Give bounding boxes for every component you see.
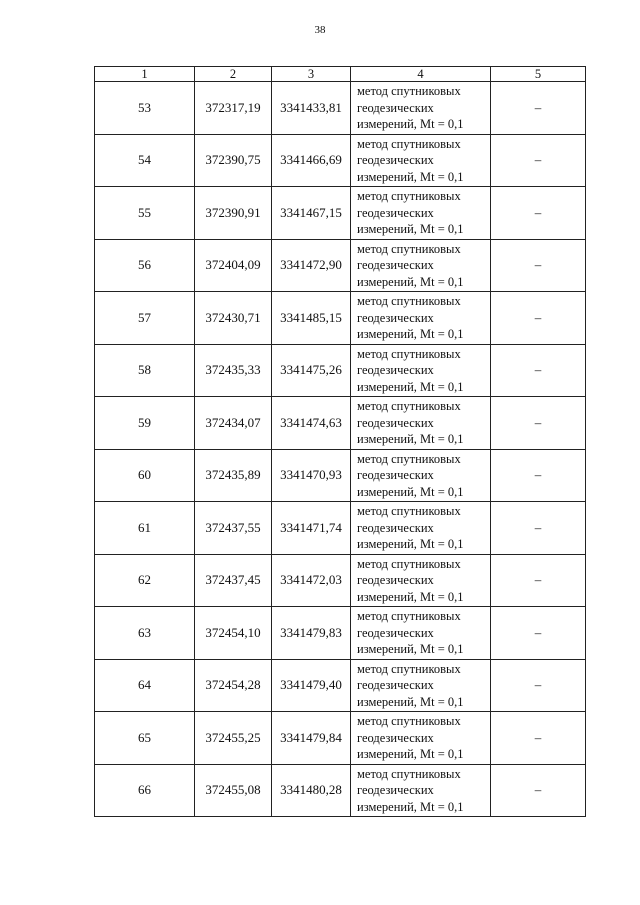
y-coordinate-cell: 3341472,03: [272, 554, 351, 607]
note-cell: –: [491, 502, 586, 555]
x-coordinate-cell: 372435,89: [195, 449, 272, 502]
table-body: [95, 67, 586, 817]
method-cell: [351, 344, 491, 397]
x-coordinate-cell: 372430,71: [195, 292, 272, 345]
x-coordinate-cell: 372404,09: [195, 239, 272, 292]
method-cell: [351, 187, 491, 240]
y-coordinate-cell: 3341475,26: [272, 344, 351, 397]
header-cell-5: 5: [491, 67, 586, 82]
point-number-cell: 65: [95, 712, 195, 765]
method-line: геодезических: [357, 100, 434, 115]
method-line: метод спутниковых: [357, 451, 461, 466]
method-line: метод спутниковых: [357, 189, 461, 203]
method-cell: [351, 449, 491, 502]
y-coordinate-cell: 3341466,69: [272, 134, 351, 187]
x-coordinate-cell: 372455,25: [195, 712, 272, 765]
x-coordinate-cell: 372434,07: [195, 397, 272, 450]
note-cell: –: [491, 764, 586, 817]
method-line: измерений, Mt = 0,1: [357, 274, 464, 289]
method-line: метод спутниковых: [357, 84, 461, 98]
point-number-cell: 58: [95, 344, 195, 397]
point-number-cell: 59: [95, 397, 195, 450]
table-row: [95, 344, 586, 397]
y-coordinate-cell: 3341479,83: [272, 607, 351, 660]
point-number-cell: 62: [95, 554, 195, 607]
point-number-cell: 54: [95, 134, 195, 187]
method-cell: [351, 554, 491, 607]
y-coordinate-cell: 3341480,28: [272, 764, 351, 817]
table-row: [95, 82, 586, 135]
method-line: измерений, Mt = 0,1: [357, 799, 464, 814]
note-cell: –: [491, 134, 586, 187]
method-line: геодезических: [357, 625, 434, 640]
method-cell: [351, 712, 491, 765]
method-line: геодезических: [357, 573, 434, 587]
y-coordinate-cell: 3341479,40: [272, 659, 351, 712]
table-row: [95, 449, 586, 502]
table-row: [95, 554, 586, 607]
method-line: измерений, Mt = 0,1: [357, 379, 464, 394]
table-row: [95, 712, 586, 765]
method-line: метод спутниковых: [357, 661, 461, 676]
method-line: метод спутниковых: [357, 136, 461, 151]
note-cell: –: [491, 187, 586, 240]
header-cell-2: 2: [195, 67, 272, 82]
coordinates-table: [94, 66, 586, 817]
method-line: измерений, Mt = 0,1: [357, 222, 464, 236]
y-coordinate-cell: 3341433,81: [272, 82, 351, 135]
method-line: геодезических: [357, 258, 434, 272]
point-number-cell: 56: [95, 239, 195, 292]
method-line: геодезических: [357, 153, 434, 167]
note-cell: –: [491, 292, 586, 345]
page-number: 38: [314, 24, 326, 36]
method-line: геодезических: [357, 468, 434, 482]
method-line: геодезических: [357, 205, 434, 220]
method-line: измерений, Mt = 0,1: [357, 327, 464, 341]
table-row: [95, 607, 586, 660]
method-cell: [351, 82, 491, 135]
y-coordinate-cell: 3341470,93: [272, 449, 351, 502]
point-number-cell: 57: [95, 292, 195, 345]
method-line: метод спутниковых: [357, 241, 461, 256]
method-line: измерений, Mt = 0,1: [357, 484, 464, 499]
method-line: метод спутниковых: [357, 504, 461, 518]
method-line: геодезических: [357, 363, 434, 377]
table-header-row: [95, 67, 586, 82]
x-coordinate-cell: 372390,91: [195, 187, 272, 240]
x-coordinate-cell: 372390,75: [195, 134, 272, 187]
point-number-cell: 66: [95, 764, 195, 817]
x-coordinate-cell: 372454,10: [195, 607, 272, 660]
table-row: [95, 764, 586, 817]
method-line: измерений, Mt = 0,1: [357, 169, 464, 184]
method-cell: [351, 607, 491, 660]
point-number-cell: 64: [95, 659, 195, 712]
note-cell: –: [491, 659, 586, 712]
point-number-cell: 61: [95, 502, 195, 555]
method-line: измерений, Mt = 0,1: [357, 747, 464, 761]
table-row: [95, 134, 586, 187]
header-cell-1: 1: [95, 67, 195, 82]
point-number-cell: 63: [95, 607, 195, 660]
method-line: метод спутниковых: [357, 714, 461, 728]
method-line: геодезических: [357, 678, 434, 692]
method-cell: [351, 397, 491, 450]
method-line: метод спутниковых: [357, 294, 461, 308]
method-line: геодезических: [357, 415, 434, 430]
method-cell: [351, 764, 491, 817]
y-coordinate-cell: 3341467,15: [272, 187, 351, 240]
method-line: геодезических: [357, 310, 434, 325]
x-coordinate-cell: 372435,33: [195, 344, 272, 397]
note-cell: –: [491, 449, 586, 502]
method-line: измерений, Mt = 0,1: [357, 694, 464, 709]
note-cell: –: [491, 239, 586, 292]
x-coordinate-cell: 372454,28: [195, 659, 272, 712]
method-line: геодезических: [357, 783, 434, 797]
table-row: [95, 502, 586, 555]
method-line: измерений, Mt = 0,1: [357, 589, 464, 604]
method-line: геодезических: [357, 730, 434, 745]
method-line: метод спутниковых: [357, 609, 461, 623]
point-number-cell: 60: [95, 449, 195, 502]
method-line: метод спутниковых: [357, 766, 461, 781]
method-line: геодезических: [357, 520, 434, 535]
note-cell: –: [491, 82, 586, 135]
table-row: [95, 187, 586, 240]
method-cell: [351, 239, 491, 292]
note-cell: –: [491, 344, 586, 397]
table-row: [95, 239, 586, 292]
method-line: измерений, Mt = 0,1: [357, 642, 464, 656]
x-coordinate-cell: 372317,19: [195, 82, 272, 135]
y-coordinate-cell: 3341479,84: [272, 712, 351, 765]
method-cell: [351, 502, 491, 555]
method-line: метод спутниковых: [357, 399, 461, 413]
x-coordinate-cell: 372437,45: [195, 554, 272, 607]
x-coordinate-cell: 372455,08: [195, 764, 272, 817]
note-cell: –: [491, 607, 586, 660]
table-row: [95, 659, 586, 712]
note-cell: –: [491, 554, 586, 607]
method-cell: [351, 659, 491, 712]
note-cell: –: [491, 397, 586, 450]
method-line: измерений, Mt = 0,1: [357, 432, 464, 446]
x-coordinate-cell: 372437,55: [195, 502, 272, 555]
header-cell-3: 3: [272, 67, 351, 82]
method-line: метод спутниковых: [357, 556, 461, 571]
y-coordinate-cell: 3341471,74: [272, 502, 351, 555]
point-number-cell: 53: [95, 82, 195, 135]
method-line: измерений, Mt = 0,1: [357, 117, 464, 131]
y-coordinate-cell: 3341485,15: [272, 292, 351, 345]
method-cell: [351, 134, 491, 187]
y-coordinate-cell: 3341472,90: [272, 239, 351, 292]
y-coordinate-cell: 3341474,63: [272, 397, 351, 450]
note-cell: –: [491, 712, 586, 765]
method-line: измерений, Mt = 0,1: [357, 537, 464, 551]
table-row: [95, 397, 586, 450]
table-row: [95, 292, 586, 345]
point-number-cell: 55: [95, 187, 195, 240]
header-cell-4: 4: [351, 67, 491, 82]
method-line: метод спутниковых: [357, 346, 461, 361]
method-cell: [351, 292, 491, 345]
